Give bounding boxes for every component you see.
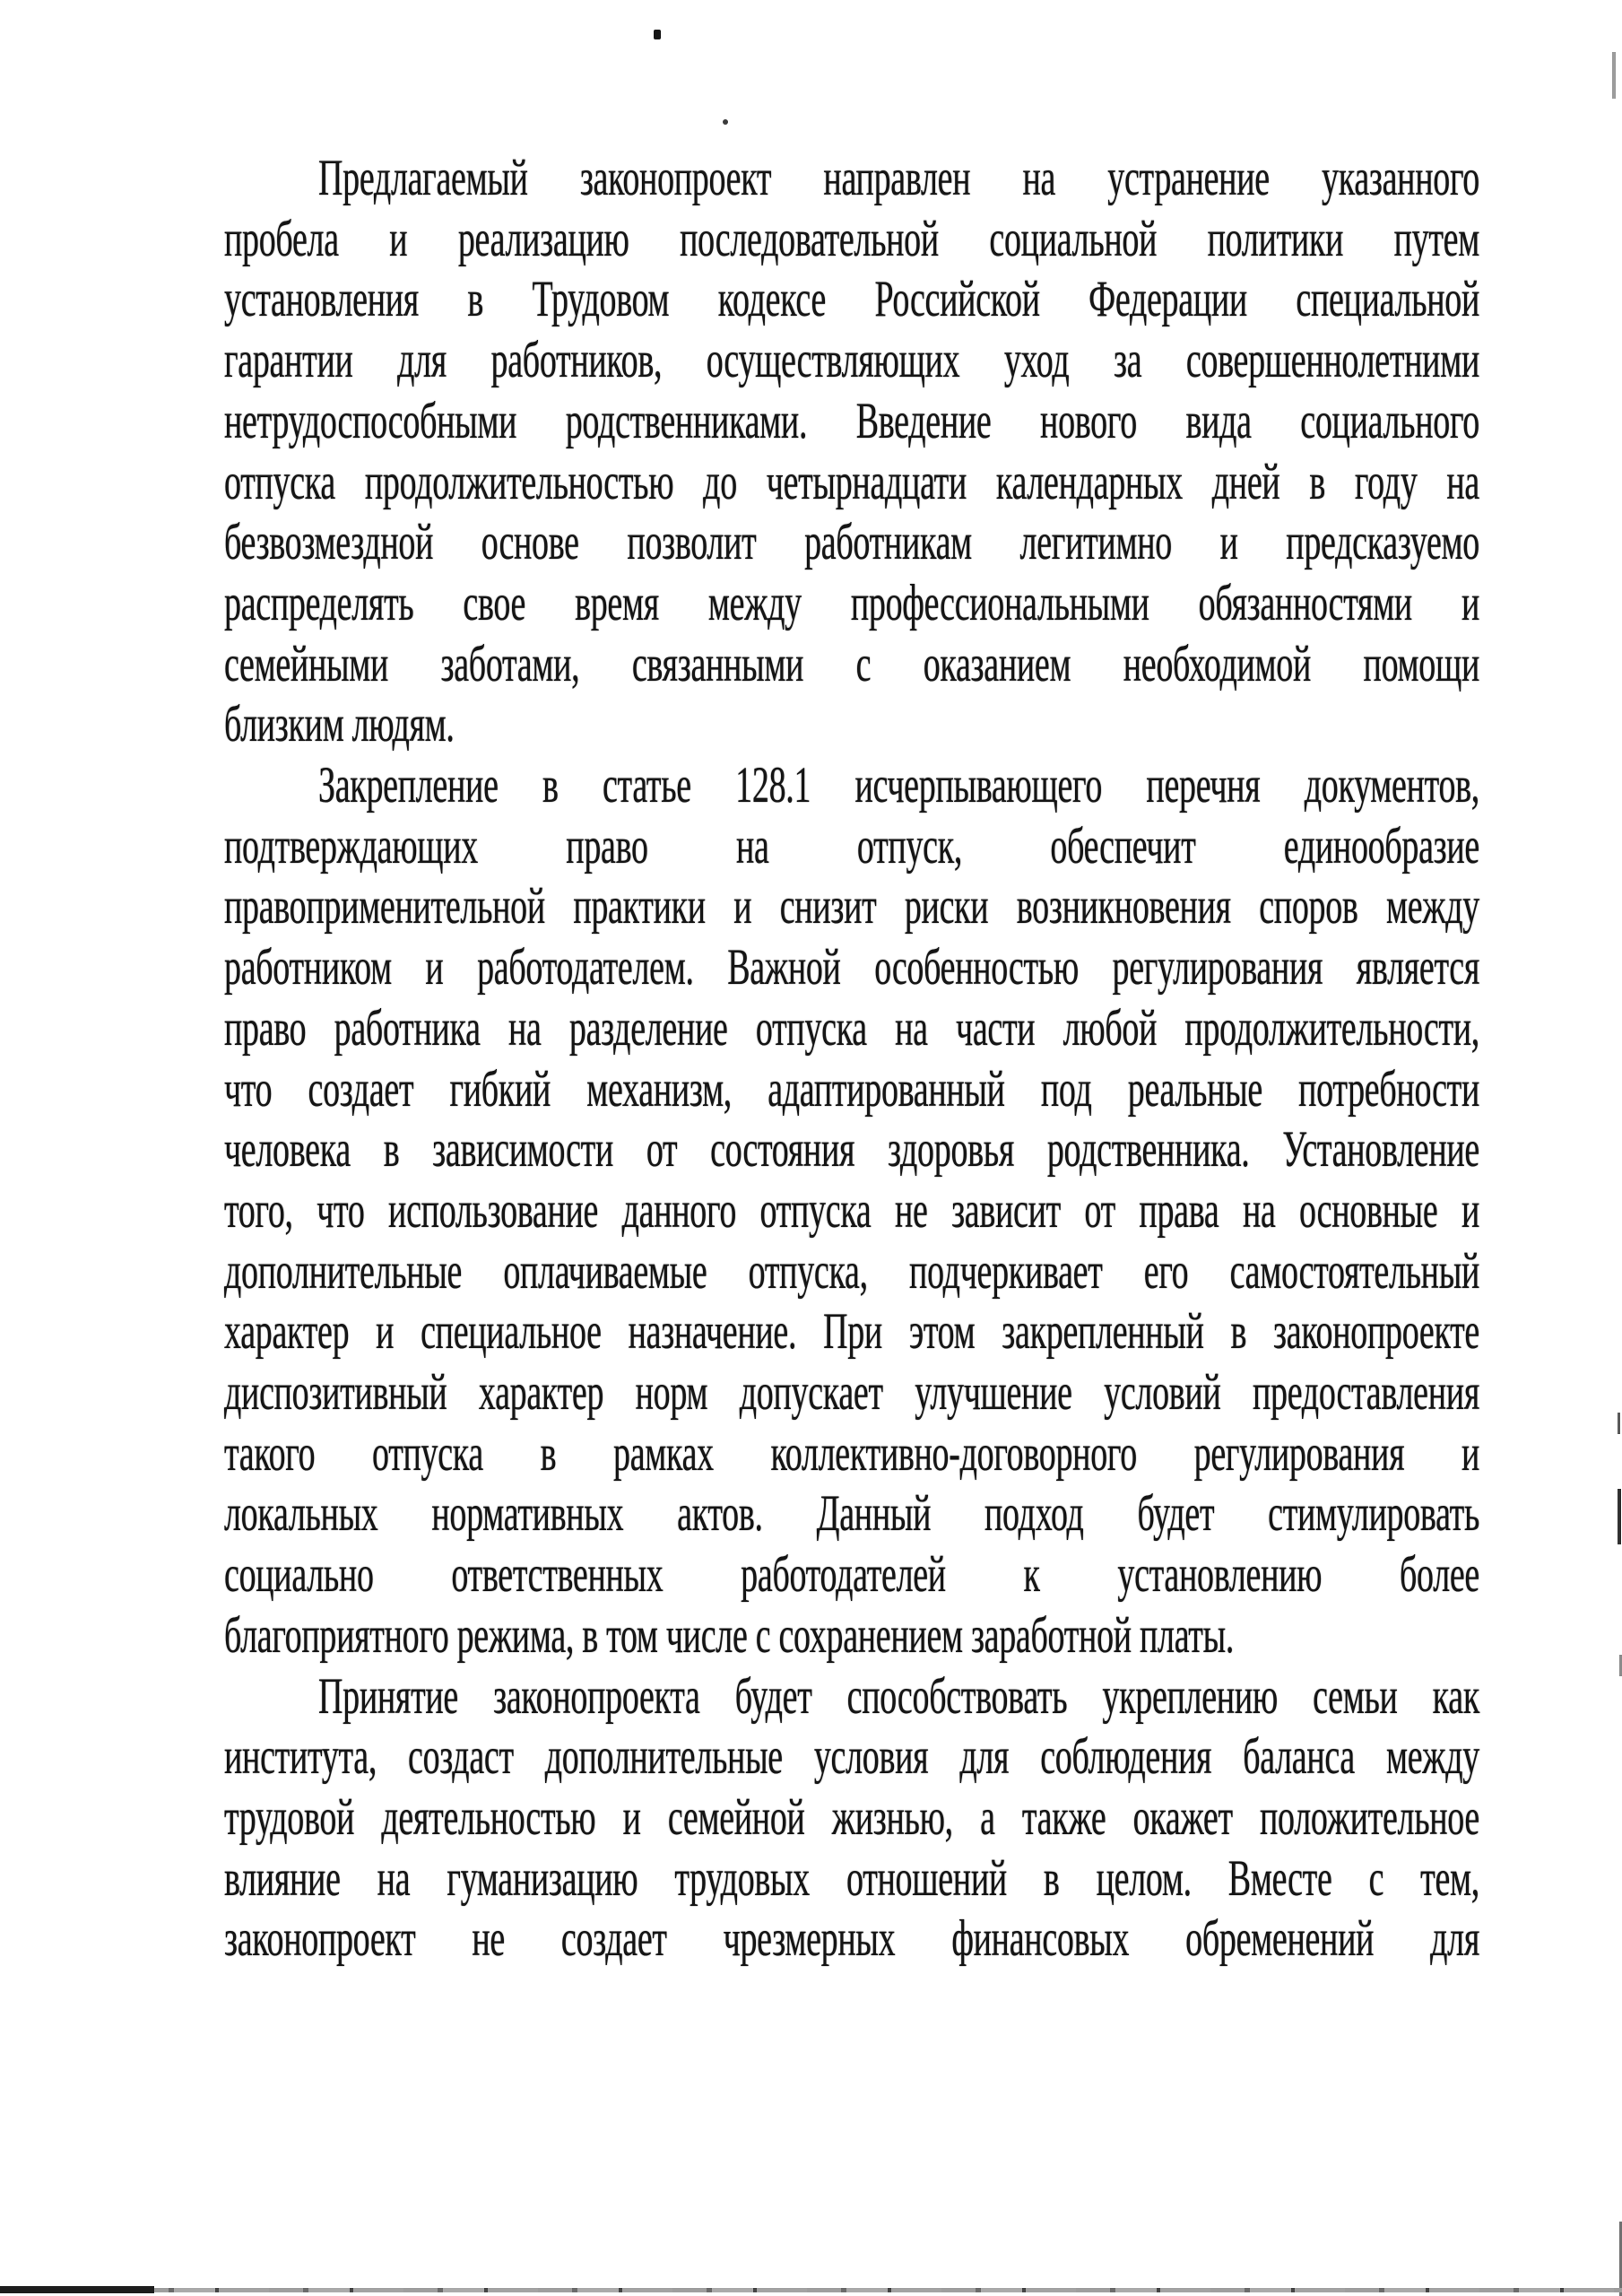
text-line: право работника на разделение отпуска на части любой продолжительности,: [224, 1000, 1479, 1057]
text-line: трудовой деятельностью и семейной жизнью, а также окажет положительное: [224, 1789, 1479, 1847]
text-line: института, создаст дополнительные условия для соблюдения баланса между: [224, 1728, 1479, 1786]
text-line: характер и специальное назначение. При этом закрепленный в законопроекте: [224, 1303, 1479, 1361]
scan-edge-mark: [1618, 1413, 1620, 1434]
text-line: близким людям.: [224, 696, 455, 753]
text-line: что создает гибкий механизм, адаптированный под реальные потребности: [224, 1060, 1479, 1118]
document-text-block: [224, 151, 1479, 1972]
scan-speck-icon: [654, 30, 661, 39]
text-line: благоприятного режима, в том числе с сохранением заработной платы.: [224, 1607, 1235, 1665]
text-line: Принятие законопроекта будет способствовать укреплению семьи как: [318, 1667, 1479, 1725]
text-line: семейными заботами, связанными с оказанием необходимой помощи: [224, 636, 1479, 693]
text-line: законопроект не создает чрезмерных финансовых обременений для: [224, 1910, 1479, 1968]
text-line: того, что использование данного отпуска не зависит от права на основные и: [224, 1182, 1479, 1239]
scan-bottom-line: [0, 2286, 154, 2293]
scan-edge-mark: [1612, 52, 1616, 99]
text-line: Предлагаемый законопроект направлен на устранение указанного: [318, 150, 1479, 207]
text-line: работником и работодателем. Важной особенностью регулирования является: [224, 939, 1479, 996]
text-line: диспозитивный характер норм допускает улучшение условий предоставления: [224, 1364, 1479, 1422]
text-line: локальных нормативных актов. Данный подход будет стимулировать: [224, 1485, 1479, 1543]
text-line: социально ответственных работодателей к установлению более: [224, 1546, 1479, 1604]
text-line: отпуска продолжительностью до четырнадцати календарных дней в году на: [224, 453, 1479, 510]
text-line: правоприменительной практики и снизит риски возникновения споров между: [224, 878, 1479, 935]
text-line: человека в зависимости от состояния здоровья родственника. Установление: [224, 1121, 1479, 1178]
text-line: влияние на гуманизацию трудовых отношений в целом. Вместе с тем,: [224, 1850, 1479, 1908]
scan-bottom-line: [0, 2288, 1622, 2292]
text-line: такого отпуска в рамках коллективно-договорного регулирования и: [224, 1425, 1479, 1483]
text-line: дополнительные оплачиваемые отпуска, подчеркивает его самостоятельный: [224, 1243, 1479, 1300]
text-line: гарантии для работников, осуществляющих уход за совершеннолетними: [224, 332, 1479, 389]
text-line: безвозмездной основе позволит работникам легитимно и предсказуемо: [224, 514, 1479, 571]
scan-edge-mark: [1618, 1489, 1621, 1544]
text-line: распределять свое время между профессиональными обязанностями и: [224, 575, 1479, 632]
text-line: установления в Трудовом кодексе Российской Федерации специальной: [224, 271, 1479, 328]
scan-speck-icon: [723, 119, 728, 125]
text-line: подтверждающих право на отпуск, обеспечит единообразие: [224, 818, 1479, 875]
text-line: нетрудоспособными родственниками. Введение нового вида социального: [224, 393, 1479, 450]
text-line: пробела и реализацию последовательной социальной политики путем: [224, 211, 1479, 268]
text-line: Закрепление в статье 128.1 исчерпывающего перечня документов,: [318, 757, 1479, 814]
